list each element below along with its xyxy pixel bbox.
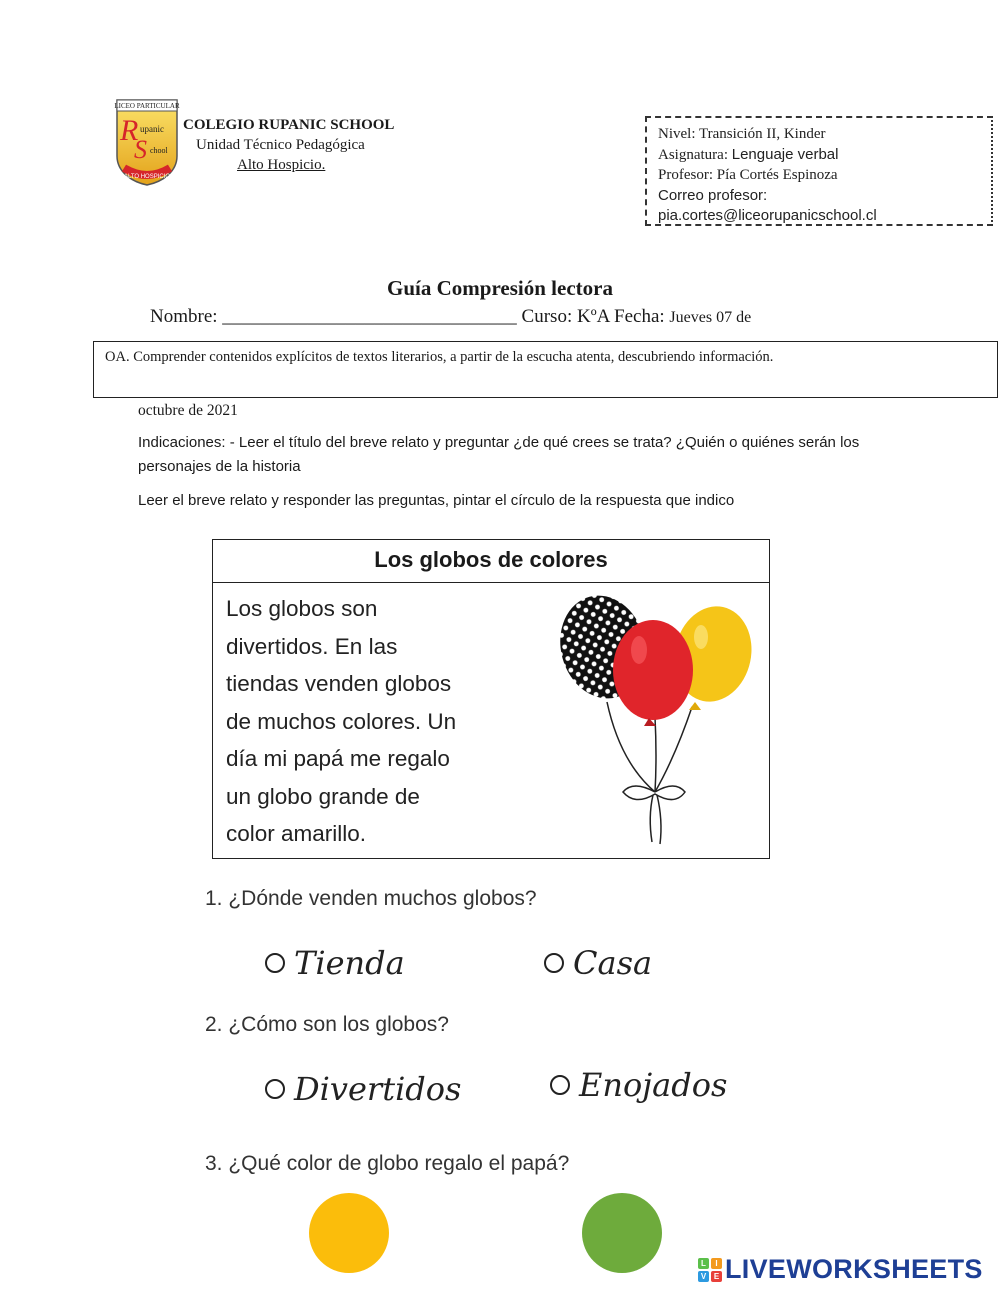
story-line: color amarillo.: [226, 821, 367, 846]
yellow-color-option[interactable]: [309, 1193, 389, 1273]
liveworksheets-watermark: [698, 1254, 983, 1285]
balloons-illustration: [545, 592, 760, 852]
option-divertidos[interactable]: [265, 1070, 461, 1108]
green-color-option[interactable]: [582, 1193, 662, 1273]
objective-text: OA. Comprender contenidos explícitos de textos literarios, a partir de la escucha atenta, descubriendo información.: [105, 349, 774, 365]
school-city: Alto Hospicio.: [237, 157, 326, 173]
option-casa[interactable]: [544, 944, 652, 982]
nivel-text: Nivel: Transición II, Kinder: [658, 126, 826, 142]
story-box: [212, 539, 770, 859]
school-info: [183, 115, 394, 175]
asignatura-label: Asignatura:: [658, 146, 732, 163]
radio-circle-icon[interactable]: [550, 1075, 570, 1095]
story-text: [226, 590, 516, 853]
date-continued: octubre de 2021: [138, 402, 238, 419]
fecha-value: Jueves 07 de: [669, 309, 752, 326]
correo-label: Correo profesor:: [658, 186, 768, 204]
school-logo: [114, 98, 180, 186]
logo-r-letter: R: [120, 114, 139, 147]
option-label: Enojados: [579, 1066, 728, 1104]
curso-fecha-label: Curso: KºA Fecha:: [516, 306, 670, 327]
option-tienda[interactable]: [265, 944, 405, 982]
red-balloon: [613, 620, 693, 720]
instructions-text: Indicaciones: - Leer el título del breve relato y preguntar ¿de qué crees se trata? ¿Quién o quiénes serán los personajes de la historia: [138, 434, 860, 475]
story-line: un globo grande de: [226, 783, 420, 809]
watermark-logo-icon: L I V E: [698, 1258, 722, 1282]
watermark-text: LIVEWORKSHEETS: [725, 1254, 983, 1284]
school-name: COLEGIO RUPANIC SCHOOL: [183, 117, 395, 133]
story-title: Los globos de colores: [213, 540, 769, 583]
school-unit: Unidad Técnico Pedagógica: [196, 137, 365, 153]
logo-s-letter: S: [134, 135, 147, 164]
story-line: tiendas venden globos: [226, 671, 452, 696]
logo-rupanic-text: upanic: [140, 124, 164, 134]
radio-circle-icon[interactable]: [265, 953, 285, 973]
logo-top-text: LICEO PARTICULAR: [114, 102, 180, 110]
nombre-field[interactable]: Nombre: _______________________________: [150, 306, 517, 327]
reading-instruction: Leer el breve relato y responder las preguntas, pintar el círculo de la respuesta que indico: [138, 492, 735, 509]
correo-value: pia.cortes@liceorupanicschool.cl: [658, 207, 877, 224]
option-label: Casa: [573, 944, 653, 982]
asignatura-row: [658, 145, 991, 166]
option-label: Tienda: [294, 944, 405, 982]
asignatura-value: Lenguaje verbal: [731, 145, 839, 163]
option-label: Divertidos: [294, 1070, 462, 1108]
student-line: [150, 306, 751, 328]
story-line: día mi papá me regalo: [226, 746, 450, 771]
radio-circle-icon[interactable]: [265, 1079, 285, 1099]
question-3: 3. ¿Qué color de globo regalo el papá?: [205, 1152, 570, 1175]
story-line: divertidos. En las: [226, 633, 398, 659]
objective-box: [93, 341, 998, 398]
logo-bottom-text: ALTO HOSPICIO: [123, 174, 171, 180]
logo-school-text: chool: [150, 146, 168, 155]
course-info-box: [645, 116, 993, 226]
story-line: Los globos son: [226, 596, 378, 621]
question-1: 1. ¿Dónde venden muchos globos?: [205, 887, 537, 910]
page-title: Guía Compresión lectora: [387, 276, 613, 300]
story-line: de muchos colores. Un: [226, 708, 457, 734]
radio-circle-icon[interactable]: [544, 953, 564, 973]
question-2: 2. ¿Cómo son los globos?: [205, 1013, 449, 1036]
profesor-text: Profesor: Pía Cortés Espinoza: [658, 167, 838, 183]
option-enojados[interactable]: [550, 1066, 727, 1104]
